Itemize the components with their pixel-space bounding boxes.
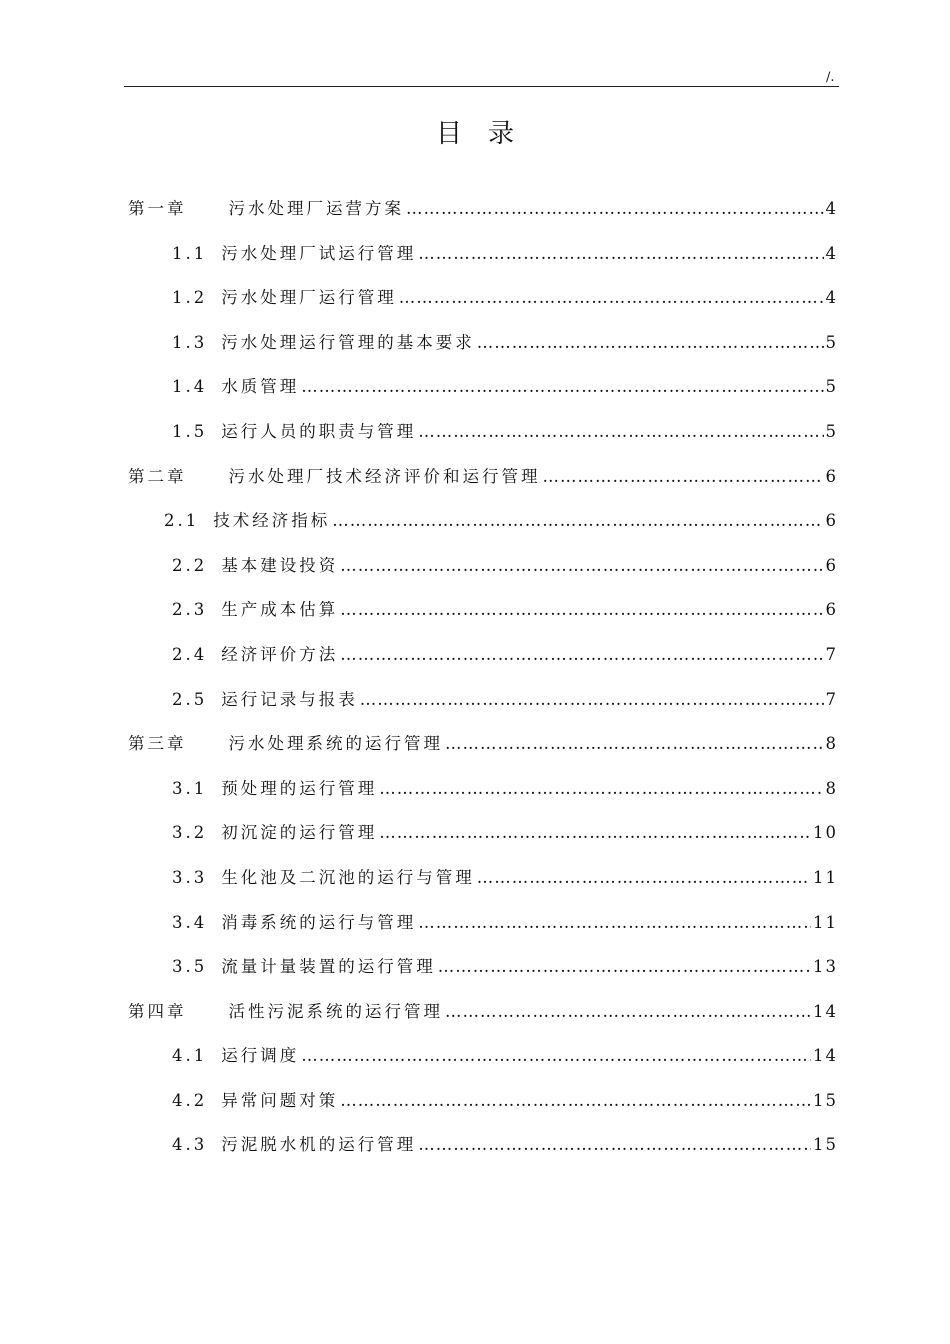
toc-entry-label — [172, 596, 338, 620]
toc-page-number: 5 — [825, 421, 838, 441]
toc-page-number: 4 — [825, 288, 838, 308]
toc-page-number: 14 — [813, 1001, 838, 1021]
toc-section-row[interactable] — [128, 418, 838, 463]
toc-entry-number: 1.2 — [172, 288, 208, 308]
toc-section-row[interactable] — [128, 686, 838, 731]
toc-entry-number: 2.4 — [172, 644, 208, 664]
toc-entry-title: 运行调度 — [221, 1046, 300, 1066]
header-rule — [124, 86, 839, 87]
toc-leader-dots — [418, 1135, 811, 1154]
toc-entry-number: 4.3 — [172, 1135, 208, 1155]
toc-page-number: 7 — [825, 644, 838, 664]
toc-page-number: 8 — [825, 734, 838, 754]
toc-entry-title: 污水处理厂试运行管理 — [221, 243, 417, 263]
toc-entry-title: 流量计量装置的运行管理 — [221, 957, 436, 977]
toc-leader-dots — [445, 734, 824, 753]
toc-page-number: 14 — [813, 1046, 838, 1066]
toc-section-row[interactable] — [128, 641, 838, 686]
toc-page-number: 11 — [813, 912, 838, 932]
toc-entry-label — [172, 819, 377, 843]
toc-leader-dots — [418, 913, 811, 932]
toc-section-row[interactable] — [128, 240, 838, 285]
toc-section-row[interactable] — [128, 953, 838, 998]
toc-section-row[interactable] — [128, 329, 838, 374]
toc-section-row[interactable] — [128, 864, 838, 909]
toc-entry-label — [172, 775, 377, 799]
toc-entry-title: 消毒系统的运行与管理 — [221, 912, 417, 932]
toc-leader-dots — [477, 333, 824, 352]
toc-entry-number: 3.2 — [172, 823, 208, 843]
toc-entry-title: 技术经济指标 — [213, 511, 331, 531]
toc-entry-label — [172, 1131, 416, 1155]
toc-entry-label — [128, 195, 404, 219]
toc-entry-title: 初沉淀的运行管理 — [221, 823, 378, 843]
toc-section-row[interactable] — [128, 1042, 838, 1087]
toc-entry-title: 污水处理厂运营方案 — [228, 199, 404, 218]
toc-entry-title: 污水处理厂技术经济评价和运行管理 — [228, 466, 541, 486]
toc-page-number: 4 — [825, 243, 838, 263]
toc-chapter-row[interactable] — [128, 998, 838, 1043]
toc-entry-number: 2.1 — [164, 511, 200, 531]
toc-chapter-row[interactable] — [128, 463, 838, 508]
table-of-contents — [128, 195, 838, 1176]
toc-leader-dots — [301, 377, 823, 396]
toc-entry-number: 第三章 — [128, 734, 187, 754]
toc-entry-number: 第二章 — [128, 466, 187, 486]
toc-entry-number: 4.2 — [172, 1090, 208, 1110]
toc-entry-number: 4.1 — [172, 1046, 208, 1066]
toc-page-number: 8 — [825, 778, 838, 798]
toc-chapter-row[interactable] — [128, 195, 838, 240]
toc-section-row[interactable] — [128, 1087, 838, 1132]
toc-leader-dots — [418, 422, 823, 441]
toc-entry-label — [172, 329, 475, 353]
toc-leader-dots — [340, 600, 823, 619]
toc-section-row[interactable] — [128, 284, 838, 329]
toc-entry-title: 污水处理厂运行管理 — [221, 288, 397, 308]
toc-page-number: 4 — [825, 199, 838, 218]
toc-leader-dots — [379, 823, 811, 842]
toc-entry-label — [128, 463, 541, 487]
toc-chapter-row[interactable] — [128, 730, 838, 775]
toc-page-number: 11 — [813, 867, 838, 887]
toc-entry-label — [172, 240, 416, 264]
toc-section-row[interactable] — [128, 819, 838, 864]
toc-entry-number: 1.3 — [172, 332, 208, 352]
toc-entry-title: 生产成本估算 — [221, 600, 339, 620]
toc-entry-number: 第一章 — [128, 199, 187, 218]
toc-entry-number: 3.5 — [172, 957, 208, 977]
toc-entry-title: 水质管理 — [221, 377, 300, 397]
toc-leader-dots — [399, 288, 824, 307]
toc-leader-dots — [477, 868, 811, 887]
toc-entry-number: 2.2 — [172, 555, 208, 575]
toc-leader-dots — [301, 1046, 811, 1065]
toc-section-row[interactable] — [128, 909, 838, 954]
toc-section-row[interactable] — [128, 1131, 838, 1176]
toc-entry-title: 污水处理运行管理的基本要求 — [221, 332, 475, 352]
toc-leader-dots — [543, 467, 824, 486]
toc-entry-title: 异常问题对策 — [221, 1090, 339, 1110]
toc-page-number: 6 — [825, 511, 838, 531]
toc-leader-dots — [340, 645, 823, 664]
toc-leader-dots — [418, 244, 823, 263]
toc-entry-label — [172, 1087, 338, 1111]
toc-page-number: 5 — [825, 377, 838, 397]
toc-entry-title: 活性污泥系统的运行管理 — [228, 1001, 443, 1021]
toc-page-number: 13 — [813, 957, 838, 977]
toc-entry-label — [172, 552, 338, 576]
toc-entry-label — [172, 686, 358, 710]
toc-entry-number: 1.4 — [172, 377, 208, 397]
toc-entry-label — [128, 998, 443, 1022]
toc-leader-dots — [340, 1091, 811, 1110]
toc-entry-label — [172, 641, 338, 665]
toc-entry-title: 预处理的运行管理 — [221, 778, 378, 798]
toc-page-number: 6 — [825, 555, 838, 575]
toc-entry-number: 3.3 — [172, 867, 208, 887]
toc-leader-dots — [332, 511, 823, 530]
toc-entry-title: 运行人员的职责与管理 — [221, 421, 417, 441]
toc-entry-label — [172, 373, 299, 397]
toc-leader-dots — [379, 779, 823, 798]
toc-entry-label — [172, 864, 475, 888]
toc-entry-label — [164, 507, 330, 531]
toc-entry-number: 3.4 — [172, 912, 208, 932]
toc-page-number: 10 — [813, 823, 838, 843]
toc-entry-number: 2.5 — [172, 689, 208, 709]
toc-page-number: 7 — [825, 689, 838, 709]
toc-entry-label — [172, 418, 416, 442]
toc-entry-title: 经济评价方法 — [221, 644, 339, 664]
toc-entry-number: 2.3 — [172, 600, 208, 620]
toc-page-number: 15 — [813, 1135, 838, 1155]
toc-entry-title: 运行记录与报表 — [221, 689, 358, 709]
toc-entry-number: 3.1 — [172, 778, 208, 798]
toc-entry-label — [172, 284, 397, 308]
toc-entry-number: 第四章 — [128, 1001, 187, 1021]
toc-entry-number: 1.5 — [172, 421, 208, 441]
toc-section-row[interactable] — [128, 552, 838, 597]
toc-section-row[interactable] — [128, 507, 838, 552]
page-title: 目录 — [435, 119, 540, 149]
toc-entry-title: 基本建设投资 — [221, 555, 339, 575]
toc-section-row[interactable] — [128, 775, 838, 820]
toc-leader-dots — [360, 690, 824, 709]
toc-section-row[interactable] — [128, 373, 838, 418]
toc-entry-label — [128, 730, 443, 754]
toc-entry-title: 污泥脱水机的运行管理 — [221, 1135, 417, 1155]
toc-leader-dots — [445, 1002, 811, 1021]
toc-entry-title: 污水处理系统的运行管理 — [228, 734, 443, 754]
toc-entry-label — [172, 1042, 299, 1066]
toc-entry-title: 生化池及二沉池的运行与管理 — [221, 867, 475, 887]
toc-entry-number: 1.1 — [172, 243, 208, 263]
toc-entry-label — [172, 909, 416, 933]
toc-section-row[interactable] — [128, 596, 838, 641]
toc-leader-dots — [340, 556, 823, 575]
toc-page-number: 6 — [825, 466, 838, 486]
toc-page-number: 5 — [825, 332, 838, 352]
header-page-mark: /. — [826, 70, 835, 85]
toc-leader-dots — [406, 199, 824, 218]
toc-page-number: 6 — [825, 600, 838, 620]
toc-entry-label — [172, 953, 436, 977]
toc-leader-dots — [438, 957, 811, 976]
toc-page-number: 15 — [813, 1090, 838, 1110]
